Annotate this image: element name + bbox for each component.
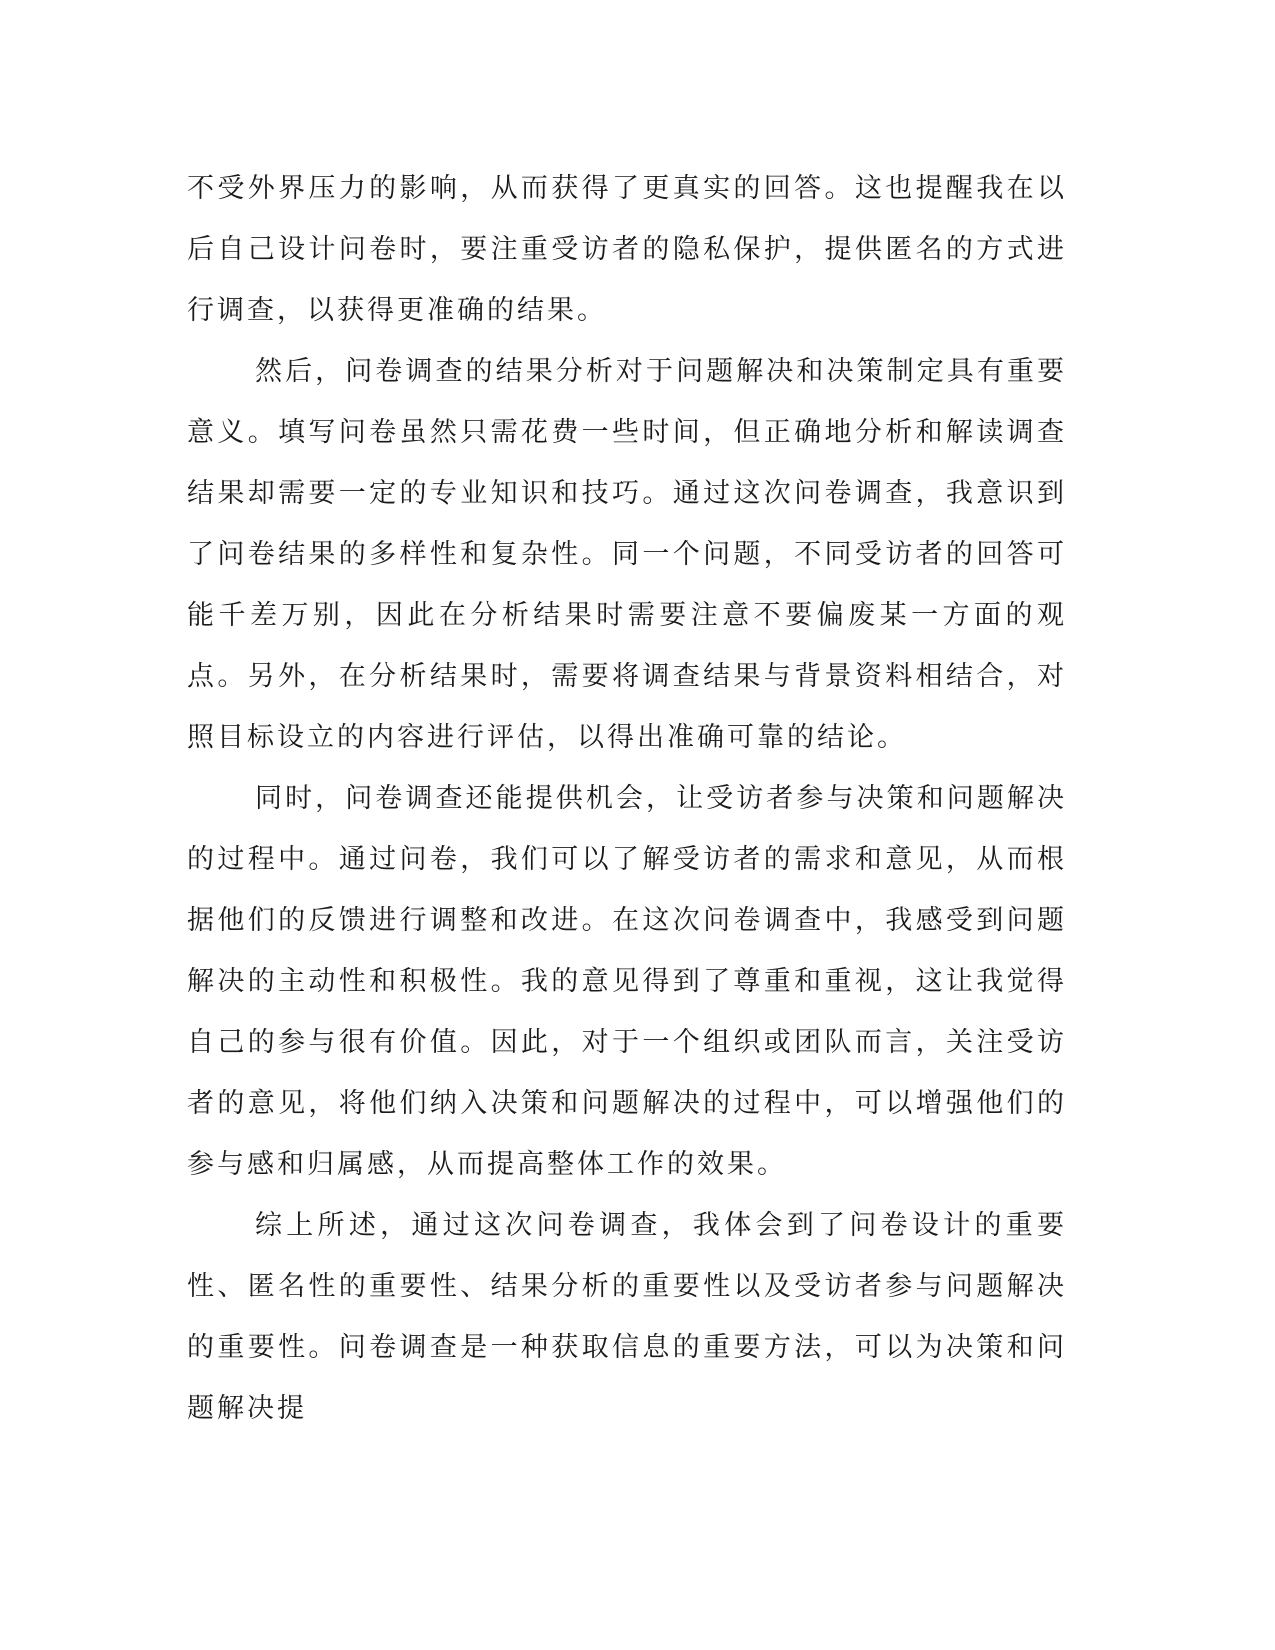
- body-text: [187, 158, 1067, 1439]
- paragraph-1: 不受外界压力的影响，从而获得了更真实的回答。这也提醒我在以后自己设计问卷时，要注重受访者的隐私保护，提供匿名的方式进行调查，以获得更准确的结果。: [187, 173, 1067, 326]
- paragraph-2: 然后，问卷调查的结果分析对于问题解决和决策制定具有重要意义。填写问卷虽然只需花费一些时间，但正确地分析和解读调查结果却需要一定的专业知识和技巧。通过这次问卷调查，我意识到了问卷结果的多样性和复杂性。同一个问题，不同受访者的回答可能千差万别，因此在分析结果时需要注意不要偏废某一方面的观点。另外，在分析结果时，需要将调查结果与背景资料相结合，对照目标设立的内容进行评估，以得出准确可靠的结论。: [187, 356, 1067, 753]
- paragraph-4: 综上所述，通过这次问卷调查，我体会到了问卷设计的重要性、匿名性的重要性、结果分析的重要性以及受访者参与问题解决的重要性。问卷调查是一种获取信息的重要方法，可以为决策和问题解决提: [187, 1210, 1067, 1424]
- paragraph-3: 同时，问卷调查还能提供机会，让受访者参与决策和问题解决的过程中。通过问卷，我们可以了解受访者的需求和意见，从而根据他们的反馈进行调整和改进。在这次问卷调查中，我感受到问题解决的主动性和积极性。我的意见得到了尊重和重视，这让我觉得自己的参与很有价值。因此，对于一个组织或团队而言，关注受访者的意见，将他们纳入决策和问题解决的过程中，可以增强他们的参与感和归属感，从而提高整体工作的效果。: [187, 783, 1067, 1180]
